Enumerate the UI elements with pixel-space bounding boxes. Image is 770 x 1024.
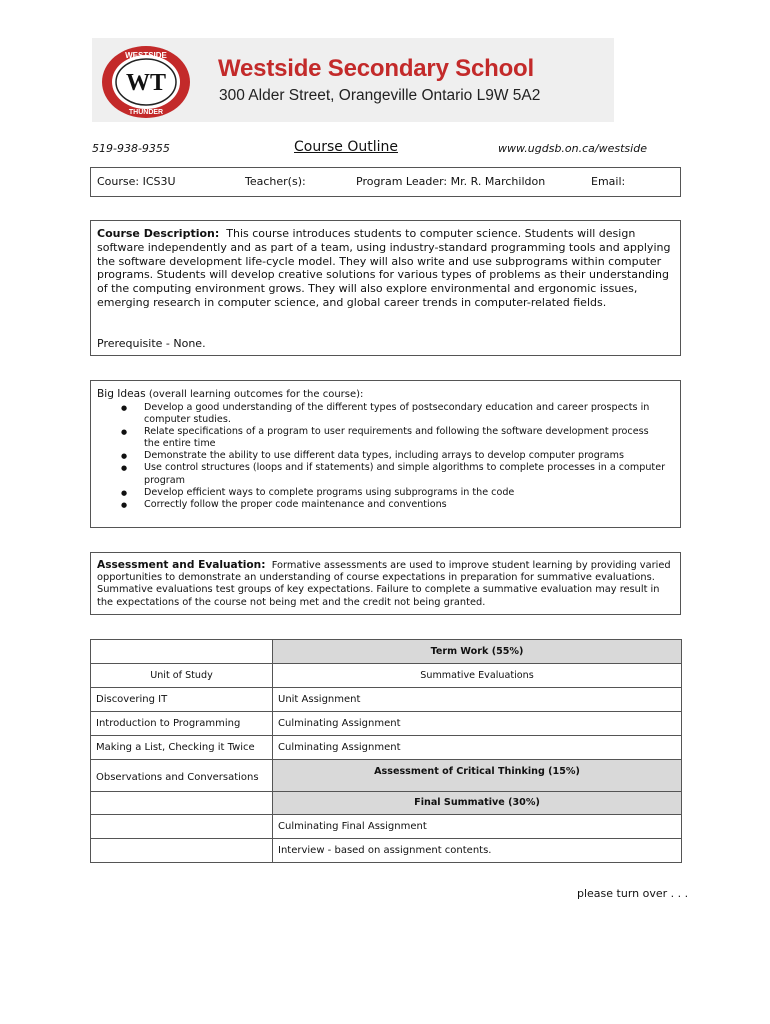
assessment-text [97,559,671,609]
table-row [91,711,682,735]
assessment-body: Formative assessments are used to improve student learning by providing varied opportunities to demonstrate an understanding of course expectations in preparation for summative evaluations. Summative evaluations test groups of key expectations. Failure to complete a summative evaluation may result in the expectations of the course not being met and the credit not being granted. [97,560,671,608]
evaluation-table [90,639,682,863]
course-code: Course: ICS3U [97,175,176,188]
table-row [91,664,682,688]
table-cell [91,640,273,664]
table-row [91,839,682,863]
course-description-heading: Course Description: [97,227,220,240]
evaluation-cell: Unit Assignment [273,687,682,711]
big-ideas-list [97,402,667,511]
course-info-box [90,167,681,197]
list-item: ● Demonstrate the ability to use different data types, including arrays to develop computer programs [97,450,667,462]
evaluation-cell: Culminating Assignment [273,735,682,759]
evaluation-cell: Culminating Assignment [273,711,682,735]
email-label: Email: [591,175,626,188]
assessment-box [90,552,681,615]
logo-initials: WT [125,70,167,96]
final-item-cell: Culminating Final Assignment [273,815,682,839]
table-cell [91,839,273,863]
big-ideas-title [97,388,363,400]
school-name: Westside Secondary School [218,55,534,82]
final-item-cell: Interview - based on assignment contents. [273,839,682,863]
list-item: ● Relate specifications of a program to user requirements and following the software development process the entire time [97,426,667,450]
table-row [91,735,682,759]
table-row [91,759,682,791]
list-item: ● Correctly follow the proper code maintenance and conventions [97,499,667,511]
final-summative-header: Final Summative (30%) [273,791,682,815]
teachers-label: Teacher(s): [245,175,306,188]
big-ideas-heading: Big Ideas [97,388,146,400]
big-ideas-subheading: (overall learning outcomes for the course): [148,389,364,400]
unit-cell: Introduction to Programming [91,711,273,735]
table-cell [91,791,273,815]
assessment-heading: Assessment and Evaluation: [97,559,266,571]
table-row [91,791,682,815]
summative-evaluations-header: Summative Evaluations [273,664,682,688]
prerequisite: Prerequisite - None. [97,337,206,350]
table-cell [91,815,273,839]
website-link[interactable]: www.ugdsb.on.ca/westside [498,142,647,155]
term-work-header: Term Work (55%) [273,640,682,664]
turn-over-note: please turn over . . . [577,887,689,900]
table-row [91,815,682,839]
school-logo [100,44,192,120]
list-item: ● Use control structures (loops and if statements) and simple algorithms to complete processes in a computer program [97,462,667,486]
phone-number: 519-938-9355 [92,142,170,155]
program-leader: Program Leader: Mr. R. Marchildon [356,175,546,188]
list-item: ● Develop a good understanding of the different types of postsecondary education and career prospects in computer studies. [97,402,667,426]
logo-top-text: WESTSIDE [125,51,167,60]
list-item: ● Develop efficient ways to complete programs using subprograms in the code [97,487,667,499]
table-row [91,640,682,664]
course-description [97,227,671,310]
logo-bottom-text: THUNDER [128,109,164,116]
big-ideas-box [90,380,681,528]
table-row [91,687,682,711]
school-address: 300 Alder Street, Orangeville Ontario L9W 5A2 [219,87,541,104]
unit-cell: Making a List, Checking it Twice [91,735,273,759]
critical-thinking-header: Assessment of Critical Thinking (15%) [273,759,682,791]
course-description-box [90,220,681,356]
course-description-body: This course introduces students to computer science. Students will design software independently and as part of a team, using industry-standard programming tools and applying the software development life-cycle model. They will also write and use subprograms within computer programs. Students will develop creative solutions for various types of problems as their understanding of the computing environment grows. They will also explore environmental and ergonomic issues, emerging research in computer science, and global career trends in computer-related fields. [97,227,671,309]
unit-of-study-header: Unit of Study [91,664,273,688]
observations-cell: Observations and Conversations [91,759,273,791]
page-title: Course Outline [294,139,398,155]
unit-cell: Discovering IT [91,687,273,711]
